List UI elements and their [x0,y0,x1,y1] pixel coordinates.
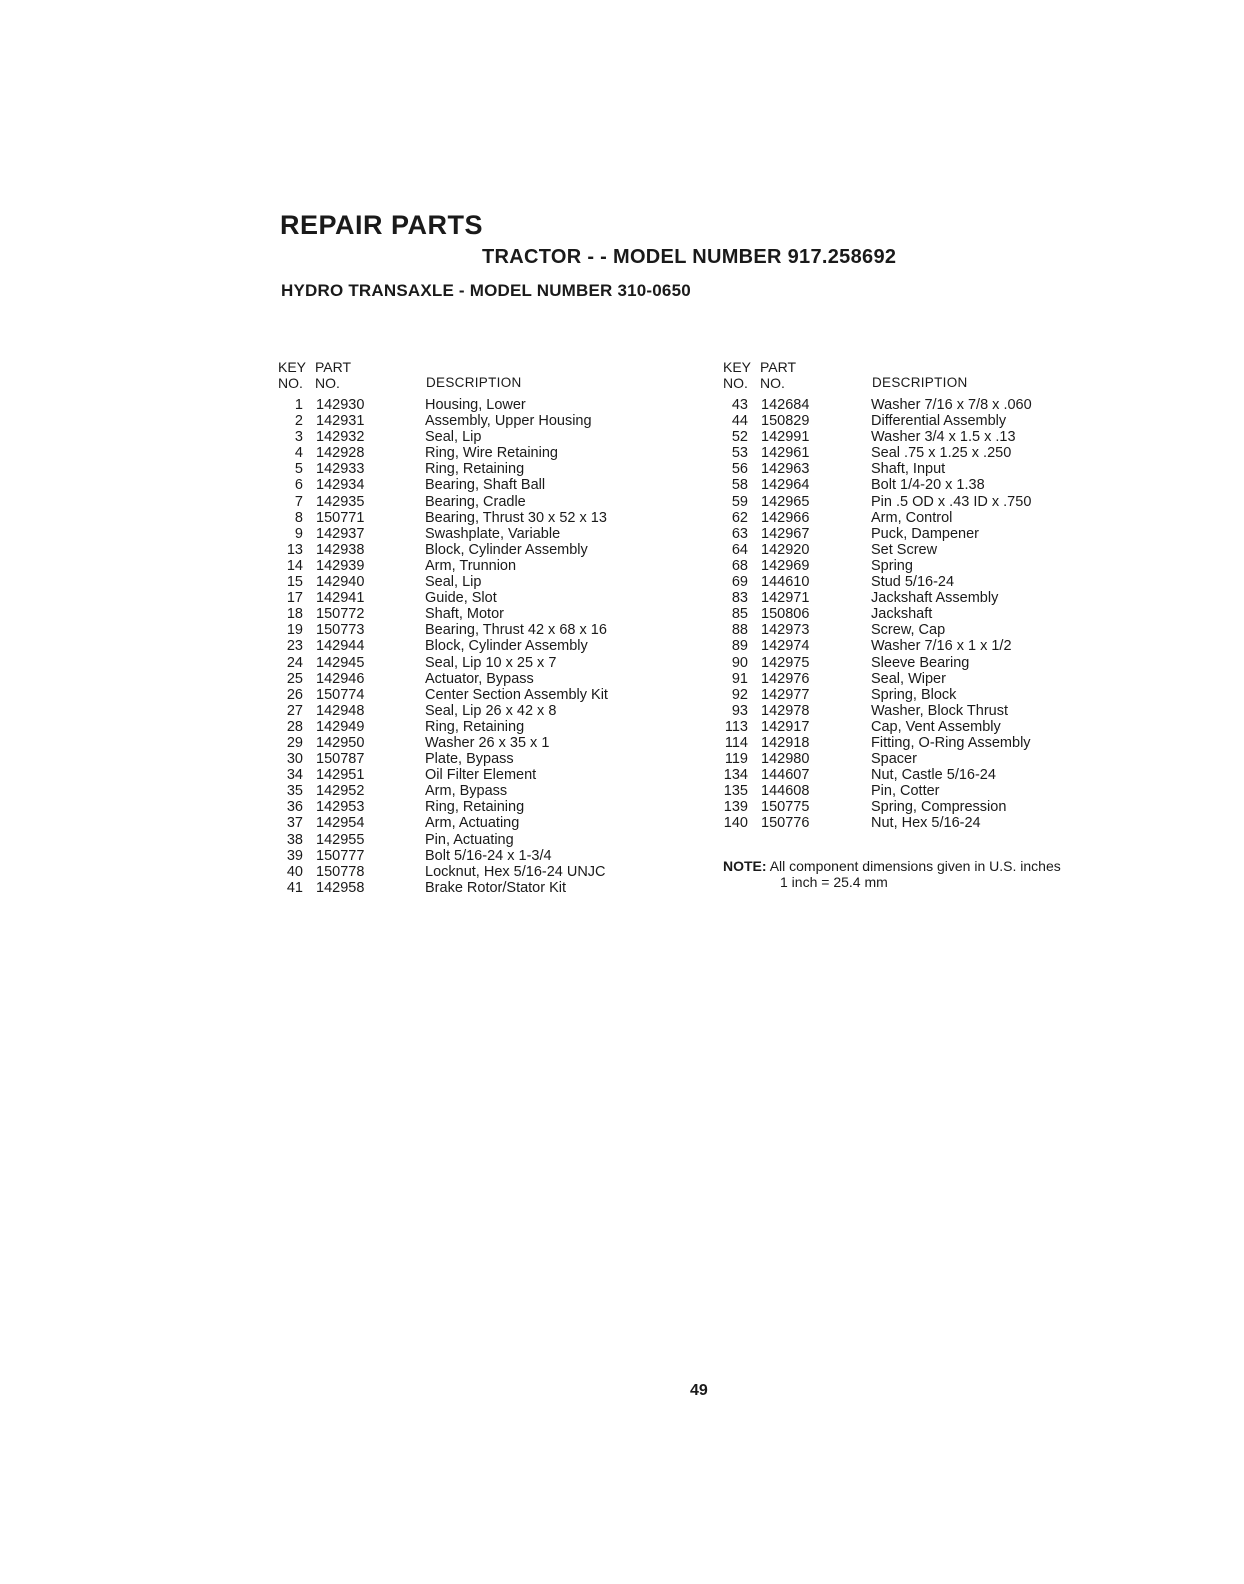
key-number: 56 [731,461,748,478]
part-number: 150771 [316,509,365,526]
key-number: 2 [294,413,303,430]
part-description: Brake Rotor/Stator Kit [425,879,567,896]
part-number: 142937 [316,525,365,542]
dimensions-note [723,858,1061,890]
part-number: 142920 [761,541,810,558]
part-number: 142932 [316,429,365,446]
key-number: 91 [731,670,748,687]
part-number: 142980 [761,751,810,768]
part-description: Arm, Bypass [425,783,508,800]
part-description: Seal, Lip 10 x 25 x 7 [425,654,557,671]
key-number: 52 [731,429,748,446]
key-number: 53 [731,445,748,462]
key-number: 27 [286,702,303,719]
part-no-header [315,359,351,391]
part-description: Bolt 1/4-20 x 1.38 [871,477,985,494]
key-number: 139 [723,799,748,816]
key-number: 63 [731,525,748,542]
key-number: 44 [731,413,748,430]
part-description: Swashplate, Variable [425,525,561,542]
key-number: 64 [731,541,748,558]
page-title: REPAIR PARTS [280,210,484,240]
part-number: 142918 [761,734,810,751]
part-description: Cap, Vent Assembly [871,718,1001,735]
part-description: Actuator, Bypass [425,670,534,687]
key-number: 83 [731,590,748,607]
key-number: 13 [286,541,303,558]
key-number: 37 [286,815,303,832]
part-number: 142967 [761,525,810,542]
no-label: NO. [278,375,303,391]
key-no-header [723,359,751,391]
part-description: Washer 26 x 35 x 1 [425,734,550,751]
part-description: Center Section Assembly Kit [425,686,608,703]
part-description: Stud 5/16-24 [871,574,955,591]
part-number: 150772 [316,606,365,623]
part-description: Seal, Wiper [871,670,946,687]
part-description: Plate, Bypass [425,751,514,768]
part-description: Block, Cylinder Assembly [425,638,588,655]
key-number: 35 [286,783,303,800]
part-description: Pin, Cotter [871,783,940,800]
part-description: Housing, Lower [425,397,526,413]
part-number: 142951 [316,767,365,784]
key-label: KEY [723,359,752,375]
tractor-model-heading: TRACTOR - - MODEL NUMBER 917.258692 [482,246,897,268]
transaxle-model-heading: HYDRO TRANSAXLE - MODEL NUMBER 310-0650 [281,281,691,300]
part-label: PART [315,359,352,375]
key-number: 19 [286,622,303,639]
part-description: Bearing, Thrust 30 x 52 x 13 [425,509,607,526]
part-number: 142973 [761,622,810,639]
part-number: 142964 [761,477,810,494]
part-number: 142950 [316,734,365,751]
part-description: Nut, Castle 5/16-24 [871,767,996,784]
description-header: DESCRIPTION [426,375,522,390]
part-description: Pin, Actuating [425,831,514,848]
key-number: 43 [731,397,748,413]
no-label: NO. [723,375,748,391]
key-number: 28 [286,718,303,735]
part-description: Seal, Lip 26 x 42 x 8 [425,702,557,719]
key-number: 92 [731,686,748,703]
part-description: Bearing, Shaft Ball [425,477,546,494]
part-description: Differential Assembly [871,413,1007,430]
part-description: Bearing, Cradle [425,493,526,510]
part-number: 142939 [316,557,365,574]
part-description: Jackshaft [871,606,933,623]
key-number: 7 [294,493,303,510]
part-number: 150777 [316,847,365,864]
part-number: 142958 [316,879,365,896]
key-number: 113 [724,718,748,735]
part-description: Bearing, Thrust 42 x 68 x 16 [425,622,607,639]
key-number: 29 [286,734,303,751]
key-number: 114 [724,734,748,751]
part-number: 142917 [761,718,810,735]
part-description: Spring [871,557,913,574]
part-description: Arm, Actuating [425,815,520,832]
part-number: 142963 [761,461,810,478]
part-number: 142976 [761,670,810,687]
key-number: 30 [286,751,303,768]
part-description: Bolt 5/16-24 x 1-3/4 [425,847,552,864]
part-description: Washer 7/16 x 7/8 x .060 [871,397,1032,413]
part-description: Sleeve Bearing [871,654,970,671]
part-number: 142966 [761,509,810,526]
part-number: 142952 [316,783,365,800]
part-number: 142961 [761,445,810,462]
key-number: 36 [286,799,303,816]
part-description: Fitting, O-Ring Assembly [871,734,1031,751]
part-number: 142941 [316,590,365,607]
part-label: PART [760,359,797,375]
key-number: 134 [723,767,748,784]
key-number: 90 [731,654,748,671]
part-number: 142948 [316,702,365,719]
part-description: Nut, Hex 5/16-24 [871,815,981,832]
key-number: 58 [731,477,748,494]
key-number: 135 [723,783,748,800]
key-number: 62 [731,509,748,526]
key-number: 3 [294,429,303,446]
part-description: Washer 7/16 x 1 x 1/2 [871,638,1012,655]
part-description: Set Screw [871,541,938,558]
part-number: 142934 [316,477,365,494]
part-number: 150806 [761,606,810,623]
part-number: 142930 [316,397,365,413]
part-number: 142931 [316,413,365,430]
key-number: 88 [731,622,748,639]
key-number: 119 [724,751,748,768]
key-number: 1 [294,397,303,413]
part-description: Seal, Lip [425,574,482,591]
key-number: 23 [286,638,303,655]
part-description: Seal, Lip [425,429,482,446]
part-description: Ring, Retaining [425,799,525,816]
key-number: 18 [286,606,303,623]
part-number: 142940 [316,574,365,591]
part-description: Arm, Control [871,509,953,526]
part-number: 142977 [761,686,810,703]
part-description: Arm, Trunnion [425,557,517,574]
key-number: 17 [286,590,303,607]
part-number: 142969 [761,557,810,574]
part-description: Seal .75 x 1.25 x .250 [871,445,1012,462]
key-no-header [278,359,306,391]
part-description: Puck, Dampener [871,525,979,542]
part-description: Ring, Retaining [425,461,525,478]
no-label: NO. [760,375,785,391]
note-line-2: 1 inch = 25.4 mm [780,874,888,890]
key-number: 8 [294,509,303,526]
key-number: 41 [286,879,303,896]
part-number: 142971 [761,590,810,607]
key-number: 4 [294,445,303,462]
part-description: Ring, Wire Retaining [425,445,558,462]
part-number: 142935 [316,493,365,510]
part-description: Pin .5 OD x .43 ID x .750 [871,493,1032,510]
part-number: 142953 [316,799,365,816]
description-header: DESCRIPTION [872,375,968,390]
part-description: Block, Cylinder Assembly [425,541,588,558]
page-number: 49 [690,1382,708,1399]
part-number: 142684 [761,397,810,413]
part-number: 150773 [316,622,365,639]
key-number: 93 [731,702,748,719]
part-description: Shaft, Motor [425,606,504,623]
key-number: 24 [286,654,303,671]
key-number: 68 [731,557,748,574]
part-description: Jackshaft Assembly [871,590,999,607]
part-number: 144608 [761,783,810,800]
no-label: NO. [315,375,340,391]
part-number: 142974 [761,638,810,655]
key-number: 59 [731,493,748,510]
part-number: 150778 [316,863,365,880]
part-description: Ring, Retaining [425,718,525,735]
part-description: Screw, Cap [871,622,946,639]
part-number: 142928 [316,445,365,462]
part-number: 142933 [316,461,365,478]
part-number: 144607 [761,767,810,784]
key-number: 39 [286,847,303,864]
note-label: NOTE: [723,858,767,874]
part-number: 144610 [761,574,810,591]
key-number: 5 [294,461,303,478]
part-number: 142945 [316,654,365,671]
part-number: 142954 [316,815,365,832]
key-number: 26 [286,686,303,703]
key-number: 40 [286,863,303,880]
part-number: 142975 [761,654,810,671]
part-number: 150775 [761,799,810,816]
part-number: 150829 [761,413,810,430]
part-description: Spring, Block [871,686,957,703]
key-label: KEY [278,359,307,375]
key-number: 89 [731,638,748,655]
part-number: 150776 [761,815,810,832]
part-description: Shaft, Input [871,461,946,478]
key-number: 34 [286,767,303,784]
key-number: 15 [286,574,303,591]
key-number: 38 [286,831,303,848]
part-number: 142991 [761,429,810,446]
part-number: 150787 [316,751,365,768]
part-description: Washer, Block Thrust [871,702,1008,719]
part-no-header [760,359,796,391]
part-number: 142955 [316,831,365,848]
part-description: Locknut, Hex 5/16-24 UNJC [425,863,606,880]
key-number: 9 [294,525,303,542]
key-number: 25 [286,670,303,687]
part-description: Guide, Slot [425,590,497,607]
part-number: 142944 [316,638,365,655]
part-number: 150774 [316,686,365,703]
key-number: 69 [731,574,748,591]
key-number: 85 [731,606,748,623]
key-number: 6 [294,477,303,494]
part-number: 142978 [761,702,810,719]
part-number: 142965 [761,493,810,510]
note-line-1: All component dimensions given in U.S. inches [769,858,1061,874]
part-description: Assembly, Upper Housing [425,413,592,430]
part-description: Washer 3/4 x 1.5 x .13 [871,429,1016,446]
part-number: 142949 [316,718,365,735]
key-number: 140 [723,815,748,832]
part-description: Spacer [871,751,917,768]
key-number: 14 [286,557,303,574]
part-description: Oil Filter Element [425,767,537,784]
part-description: Spring, Compression [871,799,1007,816]
part-number: 142946 [316,670,365,687]
part-number: 142938 [316,541,365,558]
